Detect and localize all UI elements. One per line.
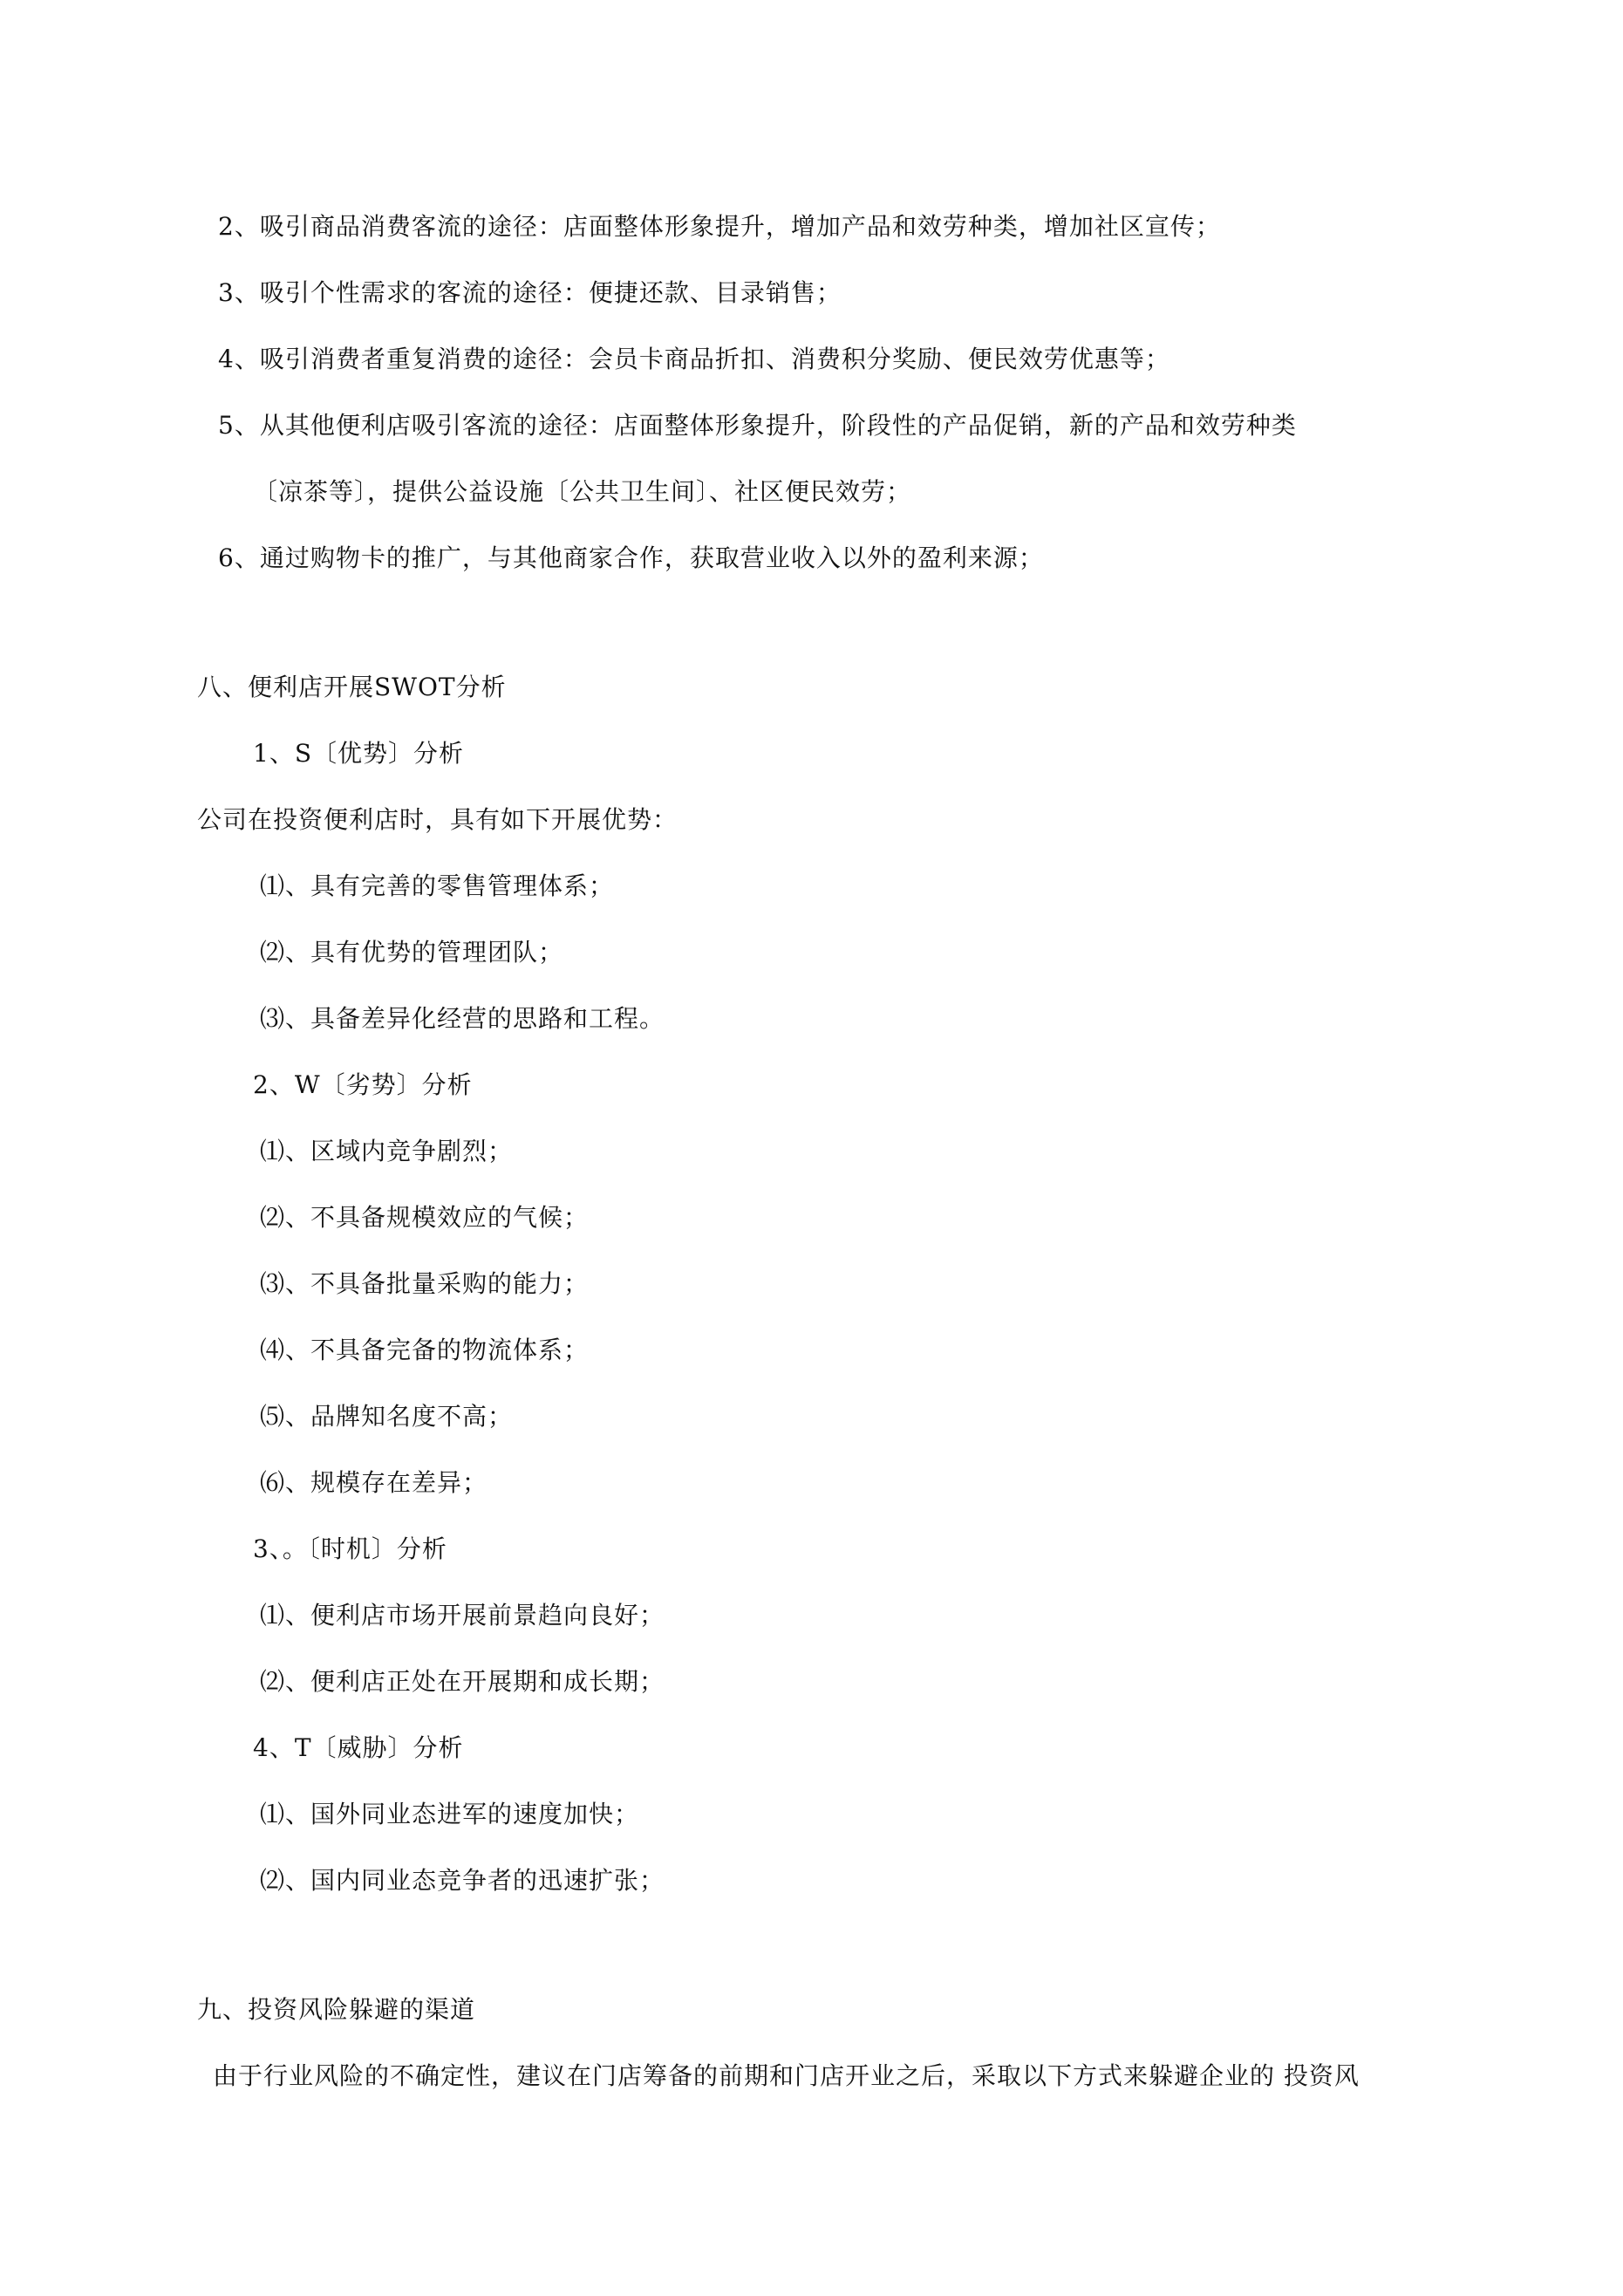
- list-item: 3、吸引个性需求的客流的途径：便捷还款、目录销售；: [218, 278, 842, 307]
- list-item: ⑸、品牌知名度不高；: [260, 1402, 514, 1431]
- section-heading: 九、投资风险躲避的渠道: [197, 1995, 476, 2024]
- subsection-heading: 3、。〔时机〕分析: [253, 1534, 447, 1563]
- subsection-heading: 1、S〔优势〕分析: [253, 739, 464, 768]
- list-item: ⑵、便利店正处在开展期和成长期；: [260, 1667, 665, 1696]
- subsection-heading: 4、T〔威胁〕分析: [253, 1733, 464, 1762]
- list-item: 6、通过购物卡的推广，与其他商家合作，获取营业收入以外的盈利来源；: [218, 543, 1044, 572]
- list-item: ⑴、国外同业态进军的速度加快；: [260, 1800, 640, 1828]
- list-item: ⑵、国内同业态竞争者的迅速扩张；: [260, 1866, 665, 1895]
- list-item: 5、从其他便利店吸引客流的途径：店面整体形象提升，阶段性的产品促销，新的产品和效劳种类: [218, 411, 1297, 440]
- list-item: ⑴、便利店市场开展前景趋向良好；: [260, 1601, 665, 1630]
- list-item: ⑹、规模存在差异；: [260, 1468, 488, 1497]
- list-item: ⑶、不具备批量采购的能力；: [260, 1269, 590, 1298]
- list-item: ⑴、具有完善的零售管理体系；: [260, 871, 615, 900]
- list-item: ⑵、具有优势的管理团队；: [260, 938, 564, 967]
- list-item: 2、吸引商品消费客流的途径：店面整体形象提升，增加产品和效劳种类，增加社区宣传；: [218, 212, 1221, 241]
- paragraph: 公司在投资便利店时，具有如下开展优势：: [197, 805, 679, 834]
- list-item: 4、吸引消费者重复消费的途径：会员卡商品折扣、消费积分奖励、便民效劳优惠等；: [218, 345, 1170, 373]
- list-item: ⑵、不具备规模效应的气候；: [260, 1203, 590, 1232]
- list-item: ⑶、具备差异化经营的思路和工程。: [260, 1004, 665, 1033]
- list-item: ⑴、区域内竞争剧烈；: [260, 1137, 514, 1165]
- section-heading: 八、便利店开展SWOT分析: [197, 673, 507, 701]
- list-item: ⑷、不具备完备的物流体系；: [260, 1336, 590, 1364]
- subsection-heading: 2、W〔劣势〕分析: [253, 1070, 473, 1099]
- paragraph: 由于行业风险的不确定性，建议在门店筹备的前期和门店开业之后，采取以下方式来躲避企业的 投资风: [213, 2061, 1360, 2090]
- list-item-continuation: 〔凉茶等〕，提供公益设施〔公共卫生间〕、社区便民效劳；: [253, 477, 912, 506]
